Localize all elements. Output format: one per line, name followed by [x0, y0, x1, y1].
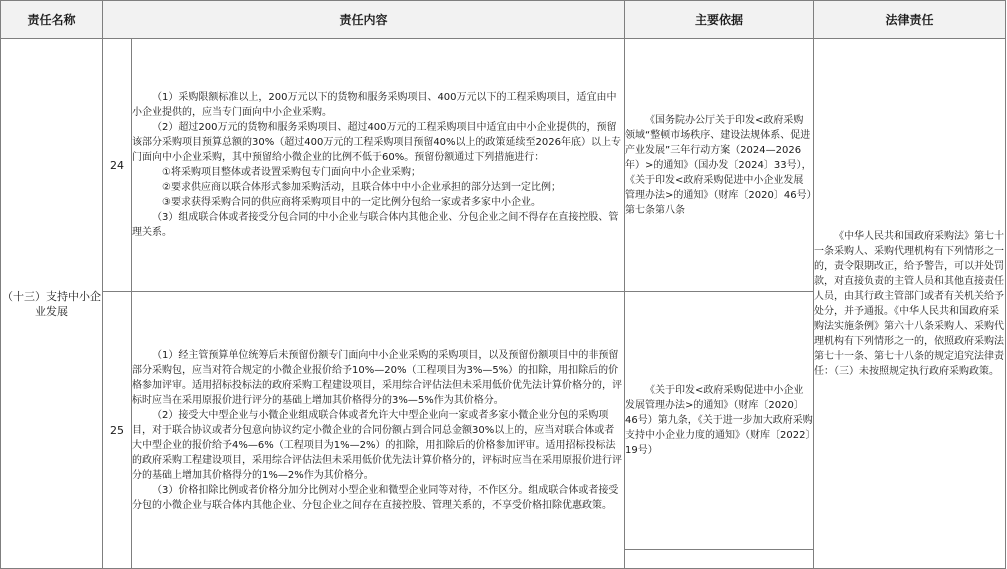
header-responsibility-name: 责任名称 [1, 1, 103, 39]
content-paragraph: ①将采购项目整体或者设置采购包专门面向中小企业采购； [162, 167, 421, 178]
legal-liability-cell [814, 39, 1006, 569]
basis-text: 《国务院办公厅关于印发<政府采购领域“整顿市场秩序、建设法规体系、促进产业发展”三年行动方案（2024—2026年）>的通知》（国办发〔2024〕33号），《关于印发<政府采购促进中小企业发展管理办法>的通知》（财库〔2020〕46号）第七条第八条 [625, 114, 812, 216]
header-main-basis: 主要依据 [625, 1, 814, 39]
content-paragraph: （2）接受大中型企业与小微企业组成联合体或者允许大中型企业向一家或者多家小微企业分包的采购项目，对于联合协议或者分包意向协议约定小微企业的合同份额占到合同总金额30%以上的，应当对联合体或者大中型企业的报价给予4%—6%（工程项目为1%—2%）的扣除，用扣除后的价格参加评审。适用招标投标法的政府采购工程建设项目，采用综合评估法但未采用低价优先法计算价格分的，评标时应当在采用原报价进行评分的基础上增加其价格得分的1%—2%作为其价格分。 [132, 409, 622, 481]
row-number: 24 [103, 39, 132, 292]
content-paragraph: （3）价格扣除比例或者价格分加分比例对小型企业和微型企业同等对待，不作区分。组成联合体或者接受分包的小微企业与联合体内其他企业、分包企业之间存在直接控股、管理关系的，不享受价格扣除优惠政策。 [132, 484, 619, 511]
row-number: 25 [103, 292, 132, 569]
content-paragraph: （3）组成联合体或者接受分包合同的中小企业与联合体内其他企业、分包企业之间不得存在直接控股、管理关系。 [132, 212, 619, 238]
table-row [1, 39, 1006, 292]
header-responsibility-content: 责任内容 [103, 1, 625, 39]
content-paragraph: （2）超过200万元的货物和服务采购项目、超过400万元的工程采购项目中适宜由中小企业提供的，预留该部分采购项目预算总额的30%（超过400万元的工程采购项目预留40%以上的政策延续至2026年底）以上专门面向中小企业采购，其中预留给小微企业的比例不低于60%。预留份额通过下列措施进行： [132, 122, 621, 163]
content-paragraph: ③要求获得采购合同的供应商将采购项目中的一定比例分包给一家或者多家中小企业。 [162, 197, 541, 208]
responsibility-content-cell [132, 292, 625, 569]
main-basis-cell [625, 292, 814, 550]
category-cell: （十三）支持中小企业发展 [1, 39, 103, 569]
header-legal-liability: 法律责任 [814, 1, 1006, 39]
table-header-row [1, 1, 1006, 39]
basis-text: 《关于印发<政府采购促进中小企业发展管理办法>的通知》（财库〔2020〕46号）第九条，《关于进一步加大政府采购支持中小企业力度的通知》（财库〔2022〕19号） [625, 385, 813, 456]
content-paragraph: ②要求供应商以联合体形式参加采购活动，且联合体中中小企业承担的部分达到一定比例； [162, 182, 561, 193]
content-paragraph: （1）采购限额标准以上，200万元以下的货物和服务采购项目、400万元以下的工程采购项目，适宜由中小企业提供的，应当专门面向中小企业采购。 [132, 92, 617, 118]
main-basis-cell [625, 39, 814, 292]
main-basis-cell-empty [625, 550, 814, 569]
legal-text: 《中华人民共和国政府采购法》第七十一条采购人、采购代理机构有下列情形之一的，责令限期改正，给予警告，可以并处罚款，对直接负责的主管人员和其他直接责任人员，由其行政主管部门或者有关机关给予处分，并予通报。《中华人民共和国政府采购法实施条例》第六十八条采购人、采购代理机构有下列情形之一的，依照政府采购法第七十一条、第七十八条的规定追究法律责任：（三）未按照规定执行政府采购政策。 [814, 230, 1005, 377]
responsibility-content-cell [132, 39, 625, 292]
content-paragraph: （1）经主管预算单位统筹后未预留份额专门面向中小企业采购的采购项目，以及预留份额项目中的非预留部分采购包，应当对符合规定的小微企业报价给予10%—20%（工程项目为3%—5%）的扣除，用扣除后的价格参加评审。适用招标投标法的政府采购工程建设项目，采用综合评估法但未采用低价优先法计算价格分的，评标时应当在采用原报价进行评分的基础上增加其价格得分的3%—5%作为其价格分。 [132, 349, 622, 406]
